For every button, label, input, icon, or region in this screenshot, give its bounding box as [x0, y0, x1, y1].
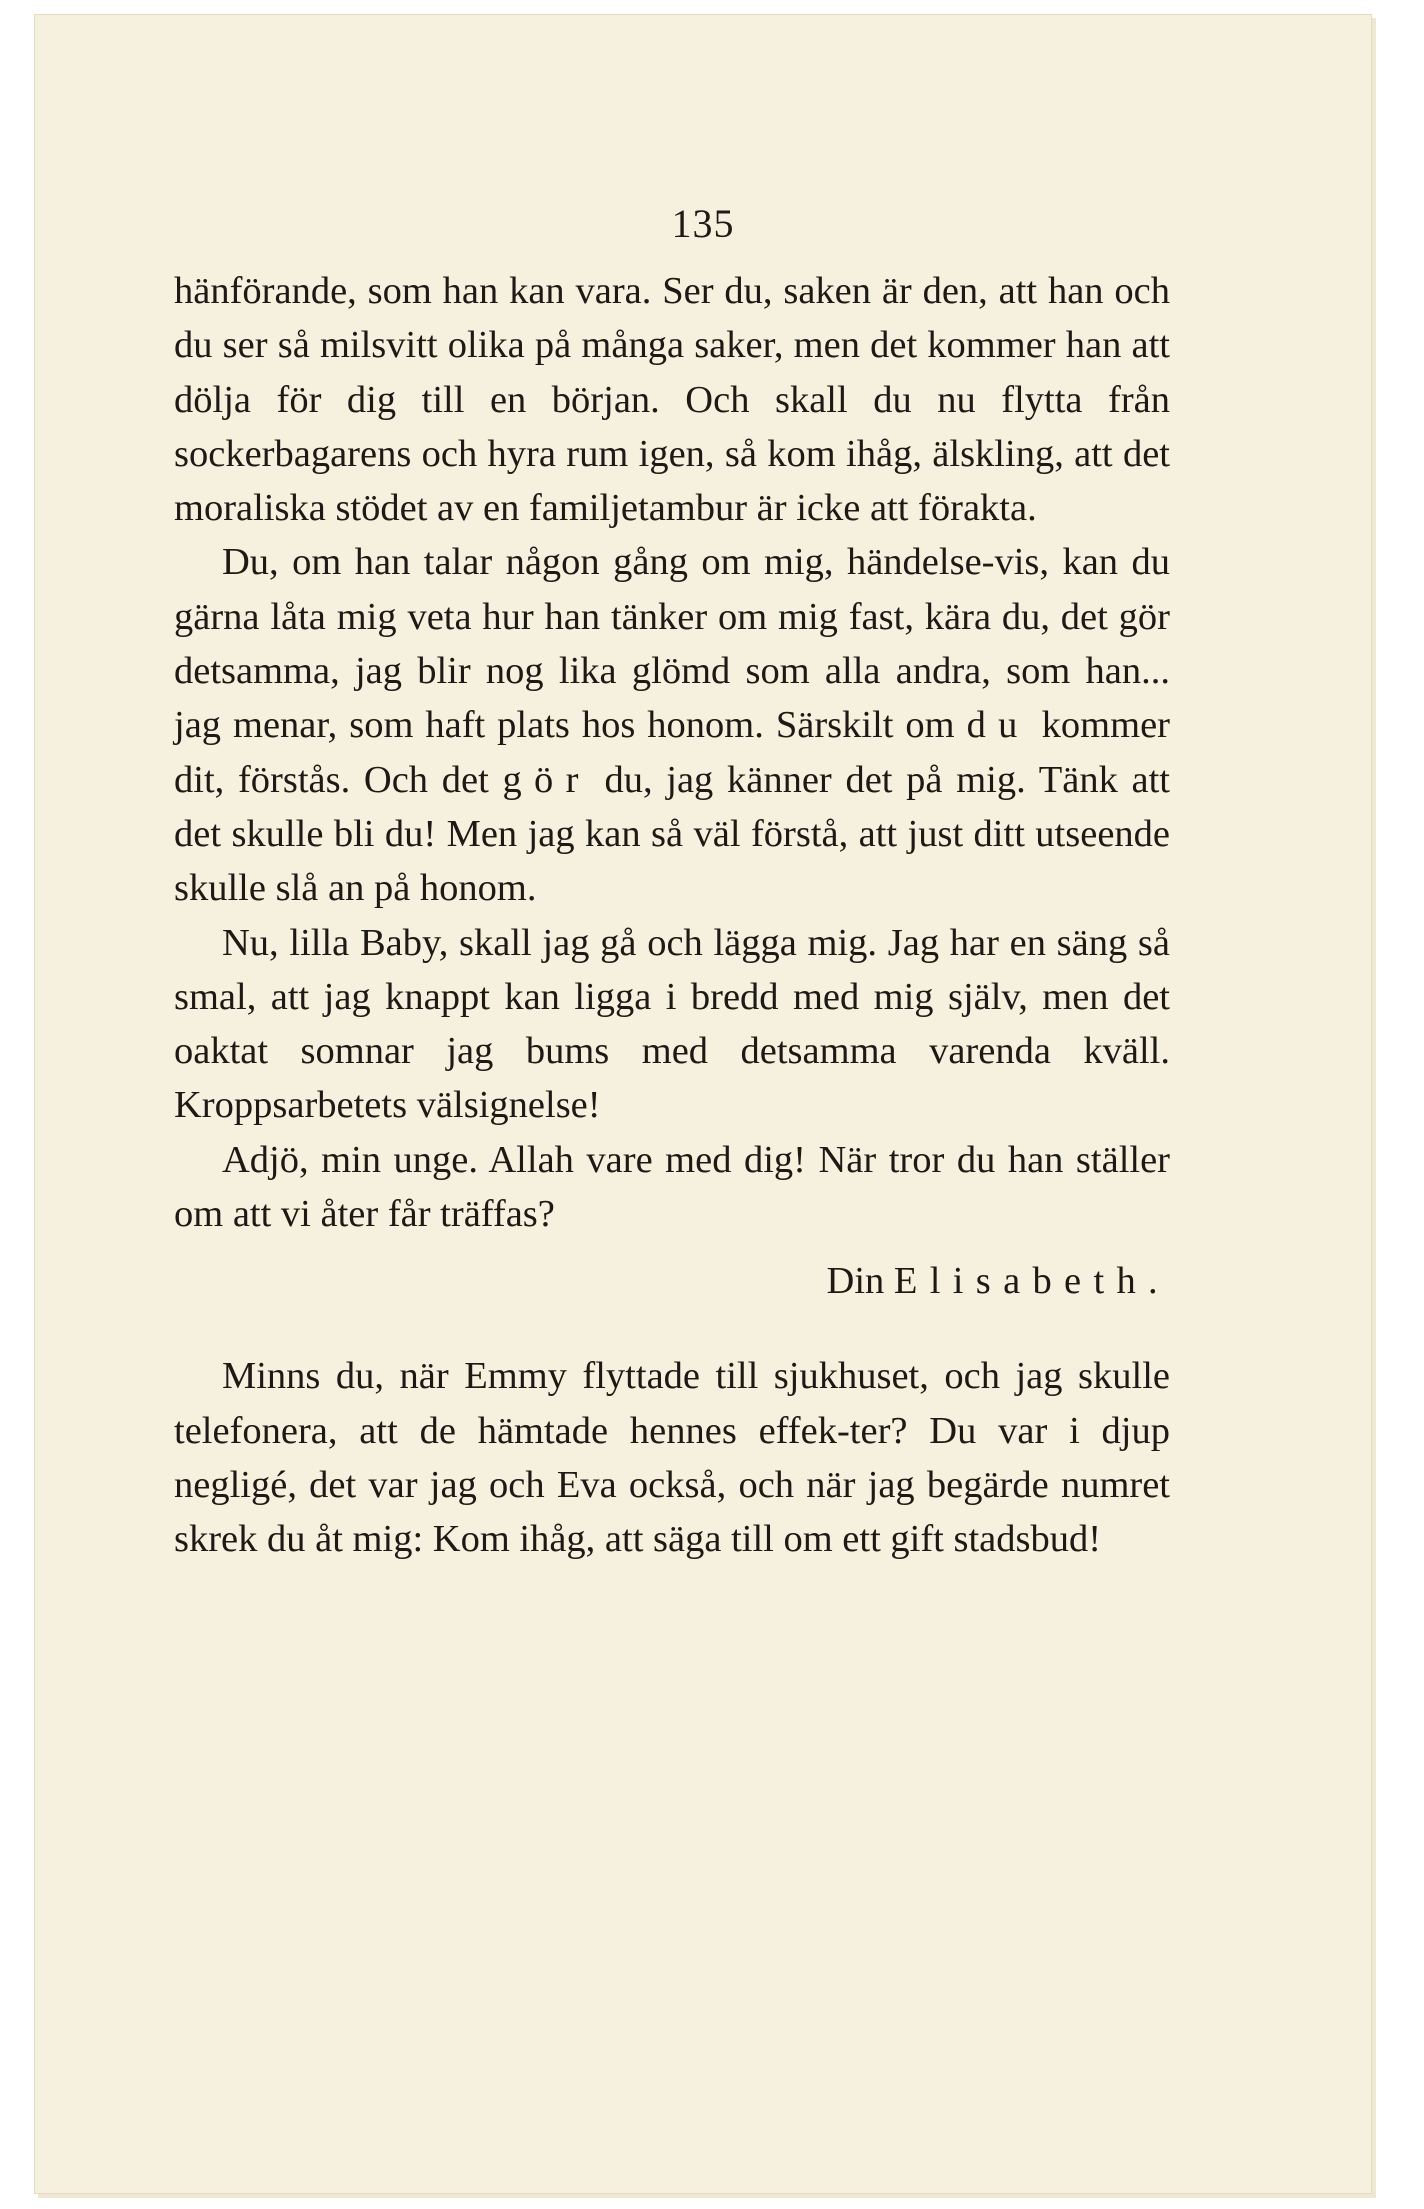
emphasis-gor: gör: [502, 758, 591, 801]
body-text: [174, 264, 1170, 1567]
book-page: [34, 14, 1372, 2194]
paragraph-2-part-2: kommer dit, förstås. Och det: [174, 704, 1170, 801]
paragraph-2-part-3: du, jag känner det på mig. Tänk att det skulle bli du! Men jag kan så väl förstå, att just ditt utseende skulle slå an på honom.: [174, 758, 1170, 910]
paragraph-2-part-1: Du, om han talar någon gång om mig, händelse-vis, kan du gärna låta mig veta hur han tänker om mig fast, kära du, det gör detsamma, jag blir nog lika glömd som alla andra, som han... jag menar, som haft plats hos honom. Särskilt om: [174, 541, 1170, 747]
paragraph-2: [174, 535, 1170, 915]
paragraph-4: Adjö, min unge. Allah vare med dig! När tror du han ställer om att vi åter får träffas?: [174, 1138, 1170, 1236]
paragraph-1: hänförande, som han kan vara. Ser du, saken är den, att han och du ser så milsvitt olika på många saker, men det kommer han att dölja för dig till en början. Och skall du nu flytta från sockerbagarens och hyra rum igen, så kom ihåg, älskling, att det moraliska stödet av en familjetambur är icke att förakta.: [174, 270, 1170, 530]
paragraph-3: Nu, lilla Baby, skall jag gå och lägga mig. Jag har en säng så smal, att jag knappt kan ligga i bredd med mig själv, men det oaktat somnar jag bums med detsamma varenda kväll. Kroppsarbetets välsignelse!: [174, 921, 1170, 1127]
signature: [174, 1241, 1170, 1321]
page-number: 135: [671, 201, 735, 246]
signature-prefix: Din: [826, 1260, 885, 1303]
emphasis-du: du: [966, 704, 1030, 747]
section-gap: [174, 1321, 1170, 1349]
next-letter-paragraph-1: Minns du, när Emmy flyttade till sjukhuset, och jag skulle telefonera, att de hämtade hennes effek-ter? Du var i djup negligé, det var jag och Eva också, och när jag begärde numret skrek du åt mig: Kom ihåg, att säga till om ett gift stadsbud!: [174, 1355, 1170, 1561]
signature-name: Elisabeth.: [893, 1260, 1170, 1303]
